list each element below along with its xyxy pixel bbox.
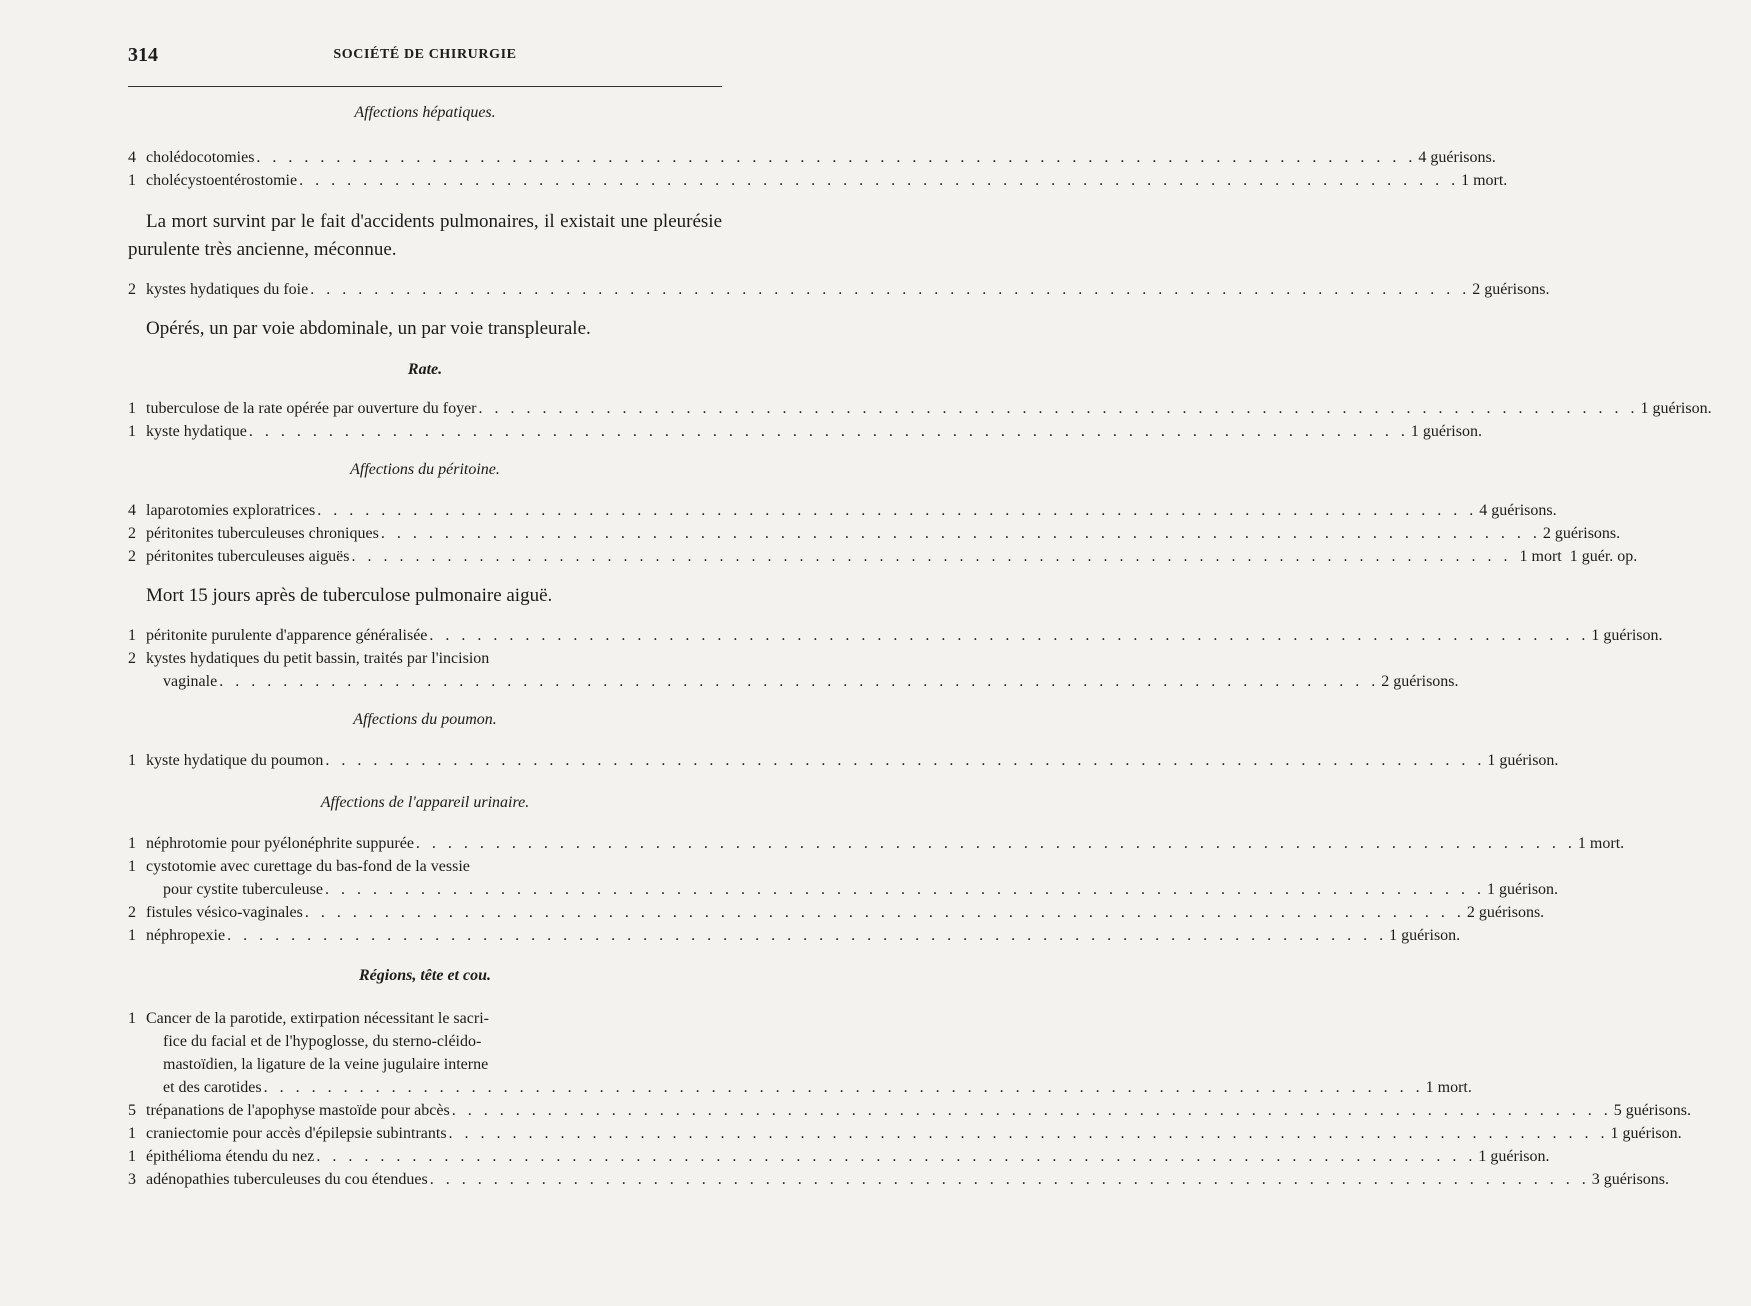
leader-dots xyxy=(350,545,1514,568)
list-item: 1 péritonite purulente d'apparence généralisée . . . 1 guérison. xyxy=(128,624,722,647)
list-item: 1 épithélioma étendu du nez . . . 1 guérison. xyxy=(128,1145,722,1168)
list-item: 1 kyste hydatique . . . 1 guérison. xyxy=(128,420,722,443)
leader-dots xyxy=(315,499,1479,522)
page-number: 314 xyxy=(128,44,158,66)
section-heading-rate: Rate. xyxy=(407,361,443,378)
list-item: 2 péritonites tuberculeuses chroniques . . . 2 guérisons. xyxy=(128,522,722,545)
paragraph-mort: La mort survint par le fait d'accidents pulmonaires, il existait une pleurésie purulente très ancienne, méconnue. xyxy=(128,211,722,260)
list-item: 1 kyste hydatique du poumon . . . 1 guérison. xyxy=(128,749,722,772)
section-heading-urinaire: Affections de l'appareil urinaire. xyxy=(320,794,530,811)
list-item: 4 laparotomies exploratrices . . . 4 guérisons. xyxy=(128,499,722,522)
list-item: 2 fistules vésico-vaginales . . . 2 guérisons. xyxy=(128,901,722,924)
header-rule xyxy=(128,86,722,87)
section-heading-hepatiques: Affections hépatiques. xyxy=(354,104,496,121)
leader-dots xyxy=(217,670,1381,693)
leader-dots xyxy=(225,924,1389,947)
page-content xyxy=(128,102,1712,1191)
leader-dots xyxy=(450,1099,1614,1122)
section-heading-poumon: Affections du poumon. xyxy=(353,711,497,728)
list-item: 1 tuberculose de la rate opérée par ouverture du foyer . . . 1 guérison. xyxy=(128,397,722,420)
page-header xyxy=(128,44,722,72)
leader-dots xyxy=(428,1168,1592,1191)
list-item: 2 kystes hydatiques du petit bassin, traités par l'incision vaginale . . . 2 guérisons. xyxy=(128,647,722,693)
list-item: 1 néphropexie . . . 1 guérison. xyxy=(128,924,722,947)
list-item: 1 cystotomie avec curettage du bas-fond de la vessie pour cystite tuberculeuse . . . 1 guérison. xyxy=(128,855,722,901)
list-item: 5 trépanations de l'apophyse mastoïde pour abcès . . . 5 guérisons. xyxy=(128,1099,722,1122)
list-item: 2 péritonites tuberculeuses aiguës . . . 1 mort 1 guér. op. xyxy=(128,545,722,568)
leader-dots xyxy=(414,832,1578,855)
leader-dots xyxy=(477,397,1641,420)
leader-dots xyxy=(297,169,1461,192)
paragraph-operes: Opérés, un par voie abdominale, un par voie transpleurale. xyxy=(146,318,591,339)
leader-dots xyxy=(314,1145,1478,1168)
leader-dots xyxy=(247,420,1411,443)
list-item: 4 cholédocotomies . . . 4 guérisons. xyxy=(128,146,722,169)
leader-dots xyxy=(323,749,1487,772)
leader-dots xyxy=(447,1122,1611,1145)
list-item: 3 adénopathies tuberculeuses du cou étendues . . . 3 guérisons. xyxy=(128,1168,722,1191)
list-item: 1 craniectomie pour accès d'épilepsie subintrants . . . 1 guérison. xyxy=(128,1122,722,1145)
leader-dots xyxy=(303,901,1467,924)
section-heading-peritoine: Affections du péritoine. xyxy=(350,461,500,478)
list-item: 1 Cancer de la parotide, extirpation nécessitant le sacri- fice du facial et de l'hypoglosse, du sterno-cléido- mastoïdien, la ligature de la veine jugulaire interne et des carotides . . . 1 mort. xyxy=(128,1007,722,1099)
list-item: 2 kystes hydatiques du foie . . . 2 guérisons. xyxy=(128,278,722,301)
leader-dots xyxy=(379,522,1543,545)
list-item: 1 néphrotomie pour pyélonéphrite suppurée . . . 1 mort. xyxy=(128,832,722,855)
section-heading-regions: Régions, tête et cou. xyxy=(359,967,491,984)
leader-dots xyxy=(262,1076,1426,1099)
running-title: SOCIÉTÉ DE CHIRURGIE xyxy=(333,47,517,62)
leader-dots xyxy=(323,878,1487,901)
list-item: 1 cholécystoentérostomie . . . 1 mort. xyxy=(128,169,722,192)
leader-dots xyxy=(308,278,1472,301)
leader-dots xyxy=(254,146,1418,169)
leader-dots xyxy=(427,624,1591,647)
paragraph-mort-15: Mort 15 jours après de tuberculose pulmonaire aiguë. xyxy=(146,585,553,606)
